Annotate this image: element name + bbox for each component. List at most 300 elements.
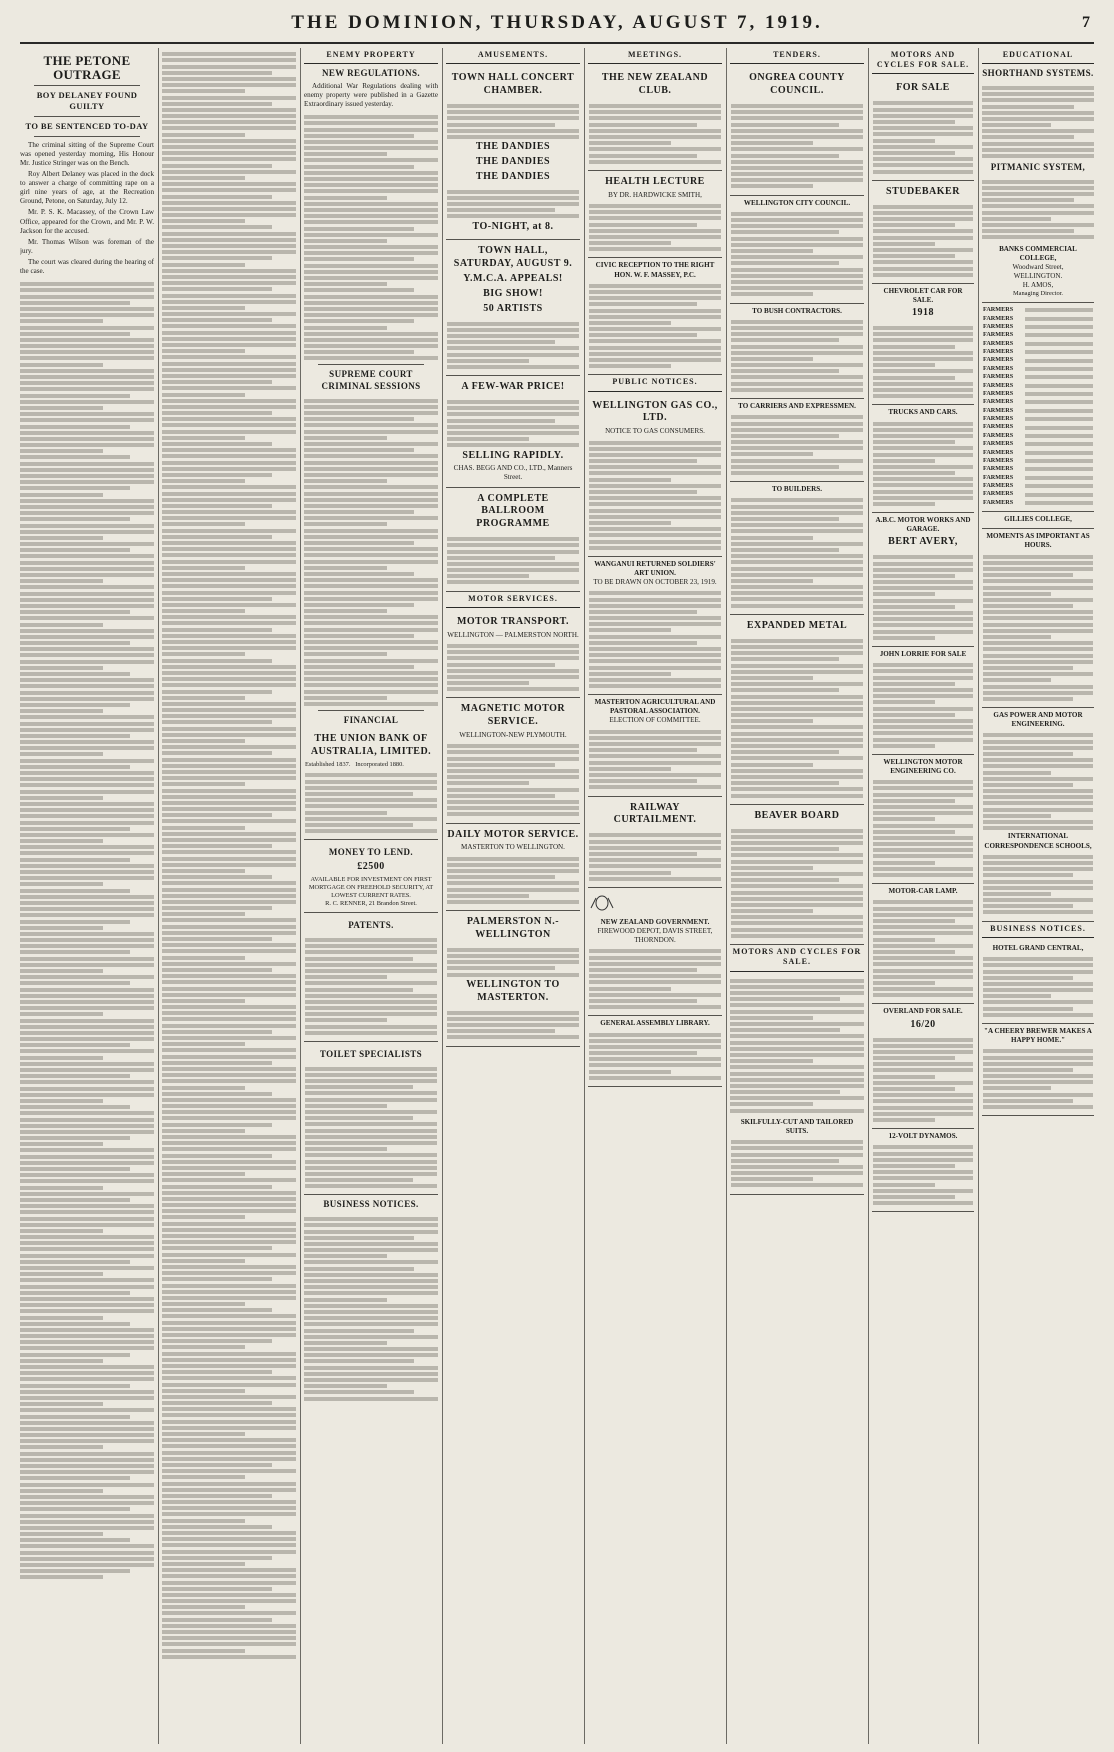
bert-avery-title: BERT AVERY, <box>888 536 958 548</box>
illegible-text-line <box>162 374 296 378</box>
illegible-text-line <box>20 1062 154 1066</box>
illegible-text-line <box>162 1506 296 1510</box>
illegible-text-line <box>304 264 438 268</box>
illegible-text-line <box>20 641 130 645</box>
illegible-text-line <box>304 634 414 638</box>
illegible-text-line <box>589 364 671 368</box>
illegible-text-line <box>589 247 721 251</box>
illegible-text-line <box>20 907 154 911</box>
illegible-text-line <box>162 1364 296 1368</box>
illegible-text-line <box>20 1043 130 1047</box>
illegible-text-line <box>20 771 154 775</box>
illegible-text-line <box>20 1198 130 1202</box>
illegible-text-line <box>1025 317 1093 321</box>
illegible-text-line <box>873 223 955 227</box>
illegible-text-line <box>20 1247 154 1251</box>
illegible-text-line <box>983 598 1093 602</box>
illegible-text-line <box>20 295 154 299</box>
illegible-text-line <box>162 918 296 922</box>
illegible-text-line <box>162 826 245 830</box>
illegible-text-line <box>162 423 296 427</box>
illegible-text-line <box>162 751 272 755</box>
illegible-text-line <box>20 1093 154 1097</box>
ballroom-title: A COMPLETE BALLROOM PROGRAMME <box>476 492 550 530</box>
illegible-text-line <box>162 888 296 892</box>
illegible-text-line <box>731 835 863 839</box>
studebaker-title: STUDEBAKER <box>886 185 960 197</box>
illegible-text-line <box>873 388 973 392</box>
illegible-text-line <box>304 332 438 336</box>
illegible-text-line <box>304 436 387 440</box>
farmers-row <box>983 340 1093 348</box>
illegible-text-line <box>20 1390 154 1394</box>
illegible-text-line <box>162 1352 296 1356</box>
illegible-text-line <box>20 777 154 781</box>
illegible-text-line <box>305 1172 437 1176</box>
illegible-text-line <box>304 189 438 193</box>
illegible-text-line <box>447 644 579 648</box>
illegible-text-line <box>873 993 973 997</box>
illegible-text-line <box>589 993 721 997</box>
money-to-lend-heading: MONEY TO LEND. <box>328 847 414 858</box>
illegible-text-line <box>1025 359 1093 363</box>
illegible-text-line <box>447 208 555 212</box>
illegible-text-line <box>20 1507 130 1511</box>
illegible-text-line <box>731 237 863 241</box>
illegible-text-line <box>983 898 1093 902</box>
illegible-text-line <box>162 1512 296 1516</box>
carriers-ad <box>730 399 864 482</box>
illegible-text-line <box>982 204 1094 208</box>
illegible-text-line <box>1025 325 1093 329</box>
column-2 <box>162 48 296 1744</box>
illegible-text-line <box>162 1618 272 1622</box>
illegible-text-line <box>304 504 438 508</box>
illegible-text-line <box>873 236 973 240</box>
illegible-text-line <box>20 1241 154 1245</box>
illegible-text-line <box>162 683 296 687</box>
illegible-text-line <box>304 152 387 156</box>
farmers-row <box>983 356 1093 364</box>
illegible-text-line <box>873 326 973 330</box>
illegible-text-line <box>731 769 863 773</box>
illegible-text-line <box>20 1179 154 1183</box>
farmers-label: FARMERS <box>983 423 1014 431</box>
illegible-text-line <box>20 950 130 954</box>
illegible-text-line <box>304 121 438 125</box>
illegible-text-line <box>20 1278 154 1282</box>
illegible-text-line <box>162 195 272 199</box>
illegible-text-line <box>447 875 555 879</box>
farmers-label: FARMERS <box>983 465 1014 473</box>
illegible-text-line <box>304 541 414 545</box>
gas-company-ad <box>588 395 722 557</box>
illegible-text-line <box>589 779 697 783</box>
illegible-text-line <box>20 765 130 769</box>
illegible-text-line <box>162 306 245 310</box>
illegible-text-line <box>304 628 438 632</box>
illegible-text-line <box>304 1236 414 1240</box>
illegible-text-line <box>873 617 973 621</box>
illegible-text-line <box>305 1012 437 1016</box>
illegible-text-line <box>447 960 579 964</box>
illegible-text-line <box>589 785 721 789</box>
illegible-text-line <box>20 851 154 855</box>
illegible-text-line <box>873 805 973 809</box>
illegible-text-line <box>447 562 579 566</box>
illegible-text-line <box>873 694 973 698</box>
illegible-text-line <box>731 286 863 290</box>
illegible-text-line <box>20 499 154 503</box>
illegible-text-line <box>162 634 296 638</box>
motors-for-sale-heading: MOTORS AND CYCLES FOR SALE. <box>872 48 974 74</box>
illegible-text-line <box>162 789 296 793</box>
illegible-text-line <box>873 848 973 852</box>
illegible-text-line <box>731 579 813 583</box>
illegible-text-line <box>162 1228 296 1232</box>
illegible-text-line <box>589 154 697 158</box>
illegible-text-line <box>731 548 839 552</box>
article-paragraph: The criminal sitting of the Supreme Court was opened yesterday morning, His Honour Mr. Justice Stringer was on the Bench. <box>20 140 154 168</box>
illegible-text-line <box>162 980 296 984</box>
library-ad <box>588 1016 722 1087</box>
farmers-row <box>983 449 1093 457</box>
illegible-text-line <box>304 177 438 181</box>
illegible-text-line <box>983 592 1051 596</box>
illegible-text-line <box>162 1358 296 1362</box>
illegible-text-line <box>162 380 272 384</box>
illegible-text-line <box>983 814 1051 818</box>
illegible-text-line <box>731 732 863 736</box>
illegible-text-line <box>162 485 296 489</box>
illegible-text-line <box>589 352 721 356</box>
farmers-label: FARMERS <box>983 348 1014 356</box>
farmers-label: FARMERS <box>983 306 1014 314</box>
illegible-text-line <box>162 473 272 477</box>
illegible-text-line <box>162 937 272 941</box>
motor-lamp-title: MOTOR-CAR LAMP. <box>888 887 958 896</box>
illegible-text-line <box>20 734 130 738</box>
illegible-text-line <box>589 339 721 343</box>
illegible-text-line <box>162 708 296 712</box>
illegible-text-line <box>162 702 296 706</box>
farmers-label: FARMERS <box>983 373 1014 381</box>
illegible-text-line <box>20 1557 154 1561</box>
illegible-text-line <box>20 585 154 589</box>
illegible-text-line <box>731 884 863 888</box>
illegible-text-line <box>873 669 973 673</box>
illegible-text-line <box>162 182 296 186</box>
illegible-text-line <box>304 183 438 187</box>
illegible-text-line <box>447 196 579 200</box>
gas-power-ad <box>982 708 1094 922</box>
illegible-text-line <box>162 225 272 229</box>
moments-ad <box>982 529 1094 708</box>
illegible-text-line <box>20 425 130 429</box>
illegible-text-line <box>589 949 721 953</box>
election-text: ELECTION OF COMMITTEE. <box>609 716 701 725</box>
illegible-text-line <box>20 1458 154 1462</box>
illegible-text-line <box>873 1176 973 1180</box>
illegible-text-line <box>731 523 863 527</box>
illegible-text-line <box>20 1415 130 1419</box>
illegible-text-line <box>873 357 973 361</box>
illegible-text-line <box>162 411 272 415</box>
illegible-text-line <box>305 798 437 802</box>
illegible-text-line <box>1025 342 1093 346</box>
illegible-text-line <box>20 326 154 330</box>
farmers-label: FARMERS <box>983 389 1014 397</box>
illegible-text-line <box>20 1544 154 1548</box>
farmers-row <box>983 440 1093 448</box>
illegible-text-line <box>983 672 1093 676</box>
illegible-text-line <box>873 151 955 155</box>
patents-ad <box>304 913 438 1042</box>
illegible-text-line <box>20 524 154 528</box>
illegible-text-line <box>162 832 296 836</box>
illegible-text-line <box>589 478 671 482</box>
illegible-text-line <box>304 498 438 502</box>
illegible-text-line <box>304 1347 438 1351</box>
illegible-text-line <box>20 1087 154 1091</box>
town-hall-title: TOWN HALL CONCERT CHAMBER. <box>451 72 575 97</box>
illegible-text-line <box>873 382 973 386</box>
illegible-text-line <box>589 496 721 500</box>
illegible-text-line <box>304 356 438 360</box>
illegible-text-line <box>873 1145 973 1149</box>
illegible-text-line <box>20 1186 103 1190</box>
illegible-text-line <box>304 473 438 477</box>
daily-route: MASTERTON TO WELLINGTON. <box>461 843 565 852</box>
illegible-text-line <box>20 1340 154 1344</box>
illegible-text-line <box>447 353 579 357</box>
illegible-text-line <box>162 714 296 718</box>
illegible-text-line <box>731 345 863 349</box>
illegible-text-line <box>20 994 154 998</box>
illegible-text-line <box>731 292 813 296</box>
illegible-text-line <box>162 52 296 56</box>
illegible-text-line <box>162 1005 296 1009</box>
illegible-text-line <box>589 284 721 288</box>
illegible-text-line <box>983 610 1093 614</box>
illegible-text-line <box>304 659 438 663</box>
illegible-text-line <box>162 522 245 526</box>
illegible-text-line <box>162 287 272 291</box>
illegible-text-line <box>20 759 154 763</box>
illegible-text-line <box>1025 434 1093 438</box>
illegible-text-line <box>162 461 296 465</box>
farmers-row <box>983 390 1093 398</box>
illegible-text-line <box>162 1265 296 1269</box>
illegible-text-line <box>20 1080 154 1084</box>
illegible-text-line <box>589 502 721 506</box>
illegible-text-line <box>20 882 103 886</box>
illegible-text-line <box>20 808 154 812</box>
illegible-text-line <box>873 944 973 948</box>
illegible-text-line <box>20 1049 154 1053</box>
illegible-text-line <box>162 417 296 421</box>
illegible-text-line <box>731 116 863 120</box>
illegible-text-line <box>983 623 1093 627</box>
illegible-text-line <box>162 1327 296 1331</box>
illegible-text-line <box>20 1396 154 1400</box>
illegible-text-line <box>304 319 414 323</box>
illegible-text-line <box>304 621 438 625</box>
health-lecture-ad <box>588 171 722 259</box>
illegible-text-line <box>447 1011 579 1015</box>
illegible-text-line <box>982 123 1051 127</box>
illegible-text-line <box>162 1024 296 1028</box>
illegible-text-line <box>20 1019 154 1023</box>
illegible-text-line <box>162 1642 296 1646</box>
bush-contractors-title: TO BUSH CONTRACTORS. <box>752 306 842 315</box>
illegible-text-line <box>20 1025 154 1029</box>
illegible-text-line <box>20 988 154 992</box>
illegible-text-line <box>162 58 296 62</box>
illegible-text-line <box>731 375 863 379</box>
illegible-text-line <box>20 474 154 478</box>
farmers-label: FARMERS <box>983 415 1014 423</box>
illegible-text-line <box>731 428 863 432</box>
magnetic-ad <box>446 698 580 823</box>
illegible-text-line <box>873 682 955 686</box>
illegible-text-line <box>589 484 721 488</box>
article-paragraph: Mr. Thomas Wilson was foreman of the jury. <box>20 237 154 255</box>
town-hall-ad <box>446 67 580 240</box>
illegible-text-line <box>873 126 973 130</box>
illegible-text-line <box>162 987 296 991</box>
illegible-text-line <box>304 326 387 330</box>
illegible-text-line <box>873 242 935 246</box>
illegible-text-line <box>589 147 721 151</box>
illegible-text-line <box>873 931 973 935</box>
illegible-text-line <box>731 529 863 533</box>
illegible-text-line <box>305 957 413 961</box>
illegible-text-line <box>20 1260 130 1264</box>
illegible-text-line <box>162 1531 296 1535</box>
illegible-text-line <box>873 962 973 966</box>
illegible-text-line <box>20 827 130 831</box>
illegible-text-line <box>20 1365 154 1369</box>
illegible-text-line <box>162 665 296 669</box>
illegible-text-line <box>304 288 414 292</box>
illegible-text-line <box>304 1359 414 1363</box>
illegible-text-line <box>873 987 973 991</box>
illegible-text-line <box>983 733 1093 737</box>
illegible-text-line <box>162 71 272 75</box>
illegible-text-line <box>731 218 863 222</box>
illegible-text-line <box>589 672 671 676</box>
illegible-text-line <box>162 671 296 675</box>
illegible-text-line <box>20 431 154 435</box>
illegible-text-line <box>589 852 697 856</box>
illegible-text-line <box>873 490 973 494</box>
column-4 <box>446 48 580 1744</box>
agricultural-ad <box>588 695 722 796</box>
illegible-text-line <box>982 186 1094 190</box>
illegible-text-line <box>983 666 1073 670</box>
illegible-text-line <box>447 580 579 584</box>
illegible-text-line <box>589 135 721 139</box>
illegible-text-line <box>589 635 721 639</box>
illegible-text-line <box>304 1248 438 1252</box>
hotel-title: HOTEL GRAND CENTRAL, <box>992 943 1084 952</box>
illegible-text-line <box>983 746 1093 750</box>
illegible-text-line <box>162 1587 272 1591</box>
illegible-text-line <box>730 1059 813 1063</box>
illegible-text-line <box>162 1042 245 1046</box>
illegible-text-line <box>162 1185 272 1189</box>
illegible-text-line <box>447 116 579 120</box>
illegible-text-line <box>873 101 973 105</box>
dynamos-ad <box>872 1129 974 1212</box>
illegible-text-line <box>20 610 130 614</box>
illegible-text-line <box>983 970 1093 974</box>
illegible-text-line <box>730 1003 864 1007</box>
illegible-text-line <box>162 1048 296 1052</box>
illegible-text-line <box>447 359 529 363</box>
illegible-text-line <box>162 312 296 316</box>
illegible-text-line <box>162 535 272 539</box>
illegible-text-line <box>873 1081 973 1085</box>
illegible-text-line <box>305 1160 437 1164</box>
illegible-text-line <box>589 987 671 991</box>
illegible-text-line <box>730 985 864 989</box>
illegible-text-line <box>983 1086 1051 1090</box>
illegible-text-line <box>304 227 414 231</box>
illegible-text-line <box>447 881 579 885</box>
illegible-text-line <box>20 1217 154 1221</box>
illegible-text-line <box>731 934 863 938</box>
illegible-text-line <box>730 1109 864 1113</box>
illegible-text-line <box>162 1605 245 1609</box>
illegible-text-line <box>20 449 103 453</box>
illegible-text-line <box>20 1427 154 1431</box>
illegible-text-line <box>304 522 387 526</box>
illegible-text-line <box>983 861 1093 865</box>
illegible-text-line <box>589 447 721 451</box>
illegible-text-line <box>162 1438 296 1442</box>
illegible-text-line <box>20 901 154 905</box>
illegible-text-line <box>731 536 813 540</box>
illegible-text-line <box>304 640 438 644</box>
illegible-text-line <box>1025 484 1093 488</box>
illegible-text-line <box>731 184 813 188</box>
illegible-text-line <box>447 894 529 898</box>
illegible-text-line <box>20 938 154 942</box>
farmers-row <box>983 432 1093 440</box>
railway-title: RAILWAY CURTAILMENT. <box>613 801 697 826</box>
illegible-text-line <box>304 510 414 514</box>
illegible-text-line <box>447 129 579 133</box>
illegible-text-line <box>873 938 935 942</box>
illegible-text-line <box>20 1074 130 1078</box>
illegible-text-line <box>731 744 863 748</box>
illegible-text-line <box>305 963 437 967</box>
farmers-label: FARMERS <box>983 398 1014 406</box>
illegible-text-line <box>447 328 579 332</box>
illegible-text-line <box>873 1112 973 1116</box>
illegible-text-line <box>304 202 438 206</box>
illegible-text-line <box>447 750 579 754</box>
illegible-text-line <box>304 1273 438 1277</box>
illegible-text-line <box>162 1246 272 1250</box>
illegible-text-line <box>304 609 387 613</box>
illegible-text-line <box>983 697 1073 701</box>
illegible-text-line <box>731 719 813 723</box>
illegible-text-line <box>873 453 973 457</box>
illegible-text-line <box>304 257 414 261</box>
